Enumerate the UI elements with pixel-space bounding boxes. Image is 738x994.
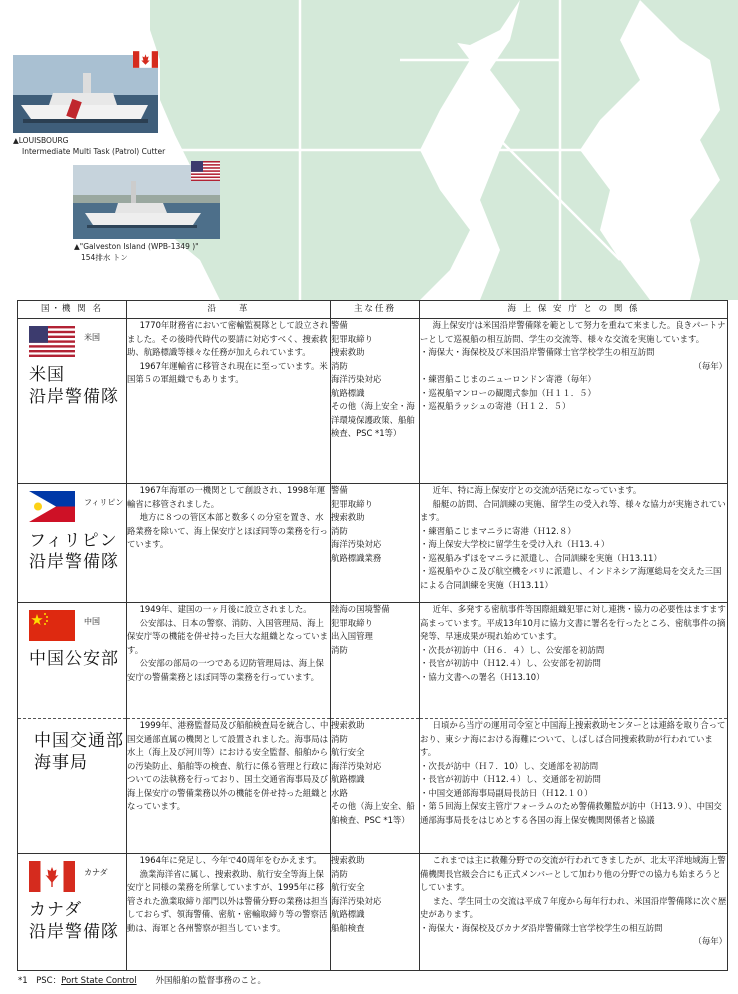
ship2-subcaption: 154排水 トン xyxy=(81,253,128,262)
header-history: 沿 革 xyxy=(127,301,331,319)
country-label: フィリピン xyxy=(84,498,124,507)
relations-item: ・海保大・海保校及びカナダ沿岸警備隊士官学校学生の相互訪問 xyxy=(420,922,663,933)
footnote-mark: *1 PSC： xyxy=(18,976,62,986)
duties-cell xyxy=(331,319,420,484)
header-relations: 海 上 保 安 庁 と の 関 係 xyxy=(420,301,728,319)
relations-item: ・協力文書への署名（Ｈ13.10） xyxy=(420,671,545,682)
org-cell xyxy=(18,603,127,719)
history-paragraph: 公安部の部局の一つである辺防管理局は、海上保安庁の警備業務とほぼ同等の業務を行っています。 xyxy=(127,658,324,682)
relations-cell xyxy=(420,484,728,603)
history-paragraph: 1964年に発足し、今年で40周年をむかえます。 xyxy=(139,855,322,865)
org-name-line2: 沿岸警備隊 xyxy=(29,552,119,572)
duties-cell xyxy=(331,603,420,719)
relations-item: ・海保大・海保校及び米国沿岸警備隊士官学校学生の相互訪問 xyxy=(420,347,655,357)
relations-item: （毎年） xyxy=(693,936,727,946)
relations-cell xyxy=(420,854,728,971)
duty-item: 消防 xyxy=(331,360,348,371)
org-cell xyxy=(18,854,127,971)
duty-item: 消防 xyxy=(331,868,348,879)
org-name-line1: フィリピン xyxy=(29,531,118,551)
country-label: 米国 xyxy=(84,333,100,342)
duty-item: 航行安全 xyxy=(331,747,365,757)
relations-item: ・第５回海上保安主管庁フォーラムのため警備救難監が訪中（Ｈ13.９）、中国交通部海事局長をはじめとする各国の海上保安機関関係者と協議 xyxy=(420,801,722,825)
duty-item: 航路標識業務 xyxy=(331,552,382,563)
canada-flag-icon xyxy=(29,861,75,892)
relations-cell xyxy=(420,719,728,854)
footnote-description: 外国船舶の監督事務のこと。 xyxy=(155,976,267,986)
duty-item: 警備 xyxy=(331,320,348,330)
history-cell xyxy=(127,484,331,603)
org-cell xyxy=(18,719,127,854)
duty-item: 船舶検査 xyxy=(331,922,365,933)
duties-cell xyxy=(331,484,420,603)
relations-item: ・次長が初訪中（Ｈ６．４）し、公安部を初訪問 xyxy=(420,644,605,655)
org-name-line2: 沿岸警備隊 xyxy=(29,387,119,407)
footnote xyxy=(18,974,266,986)
relations-item: ・巡視船マンローの観閲式参加（Ｈ１１．５） xyxy=(420,387,596,398)
relations-paragraph: 海上保安庁は米国沿岸警備隊を範として努力を重ねて来ました。良きパートナーとして巡視船の相互訪問、学生の交流等、様々な交流を実施しています。 xyxy=(420,320,726,344)
org-name-line1: 中国交通部 xyxy=(34,731,124,751)
table-row xyxy=(18,603,728,719)
duties-cell xyxy=(331,719,420,854)
duty-item: 海洋汚染対応 xyxy=(331,374,382,384)
relations-item: ・長官が初訪中（Ｈ12.４）し、交通部を初訪問 xyxy=(420,774,601,784)
history-paragraph: 漁業海洋省に属し、捜索救助、航行安全等海上保安庁と同様の業務を所掌していますが、1995年に移管された漁業取締り部門以外は警備分野の業務は担当しておらず、領海警備、密航・密輸取締り等の警察活動は、海軍と各州警察が担当しています。 xyxy=(127,868,328,933)
duty-item: 警備 xyxy=(331,485,348,495)
relations-item: ・練習船こじまのニューロンドン寄港（毎年） xyxy=(420,374,596,384)
relations-item: ・巡視船やひこ及び航空機をバリに派遣し、インドネシア海運総局を交えた三国による合同訓練を実施（Ｈ13.11） xyxy=(420,566,722,590)
org-name-line2: 沿岸警備隊 xyxy=(29,922,119,942)
relations-cell xyxy=(420,319,728,484)
duty-item: 捜索救助 xyxy=(331,512,365,522)
history-paragraph: 1999年、港務監督局及び船舶検査局を統合し、中国交通部直属の機関として設置されました。海事局は水上（海上及び河川等）における安全監督、船舶からの汚染防止、船舶等の検査、航行に係る管理と行政についての法執務を行っており、国土交通省海事局及び海上保安庁の警備業務以外の機能を併せ持った組織となっています。 xyxy=(127,720,329,811)
china-flag-icon xyxy=(29,610,75,641)
footnote-term: Port State Control xyxy=(61,976,137,986)
duty-item: 航行安全 xyxy=(331,882,365,892)
ship1-subcaption: Intermediate Multi Task (Patrol) Cutter xyxy=(22,147,166,156)
duty-item: 航路標識 xyxy=(331,387,365,398)
country-label: 中国 xyxy=(84,617,100,626)
duty-item: 海洋汚染対応 xyxy=(331,760,382,771)
duty-item: 消防 xyxy=(331,525,348,536)
header-org: 国・機 関 名 xyxy=(18,301,127,319)
history-paragraph: 1967年運輸省に移管され現在に至っています。米国第５の軍組織でもあります。 xyxy=(127,360,328,384)
relations-item: ・次長が訪中（Ｈ７．10）し、交通部を初訪問 xyxy=(420,760,599,771)
table-row xyxy=(18,319,728,484)
duty-item: 海洋汚染対応 xyxy=(331,539,382,549)
relations-paragraph: 近年、多発する密航事件等国際組織犯罪に対し連携・協力の必要性はますます高まっています。平成13年10月に協力文書に署名を行ったところ、密航事件の摘発等、早速成果が現れ始めています。 xyxy=(420,604,726,641)
relations-paragraph: 日頃から当庁の運用司令室と中国海上捜索救助センターとは連絡を取り合っており、東シナ海における海難について、しばしば合同捜索救助が行われています。 xyxy=(420,720,726,757)
history-cell xyxy=(127,319,331,484)
country-label: カナダ xyxy=(84,868,108,877)
history-paragraph: 1967年海軍の一機関として創設され、1998年運輸省に移管されました。 xyxy=(127,485,326,509)
duty-item: 航路標識 xyxy=(331,909,365,919)
history-paragraph: 1770年財務省において密輸監視隊として設立されました。その後時代時代の要請に対応すべく、捜索救助、航路標識等様々な任務が加えられています。 xyxy=(127,320,329,357)
history-paragraph: 地方に８つの管区本部と数多くの分室を置き、水路業務を除いて、海上保安庁とほぼ同等の業務を行っています。 xyxy=(127,512,328,549)
relations-item: ・練習船こじまマニラに寄港（Ｈ12.８） xyxy=(420,525,576,536)
duty-item: 陸海の国境警備 xyxy=(331,604,390,614)
table-header-row xyxy=(18,301,728,319)
canada-flag-icon xyxy=(133,51,158,68)
org-name-line1: カナダ xyxy=(29,900,83,920)
philippines-flag-icon xyxy=(29,491,75,522)
duty-item: 犯罪取締り xyxy=(331,617,373,628)
ship1-caption: ▲LOUISBOURG xyxy=(13,136,69,145)
org-name-line2: 海事局 xyxy=(34,753,88,773)
ship2-caption: ▲"Galveston Island (WPB-1349 )" xyxy=(74,242,199,251)
org-cell xyxy=(18,319,127,484)
history-paragraph: 公安部は、日本の警察、消防、入国管理局、海上保安庁等の機能を併せ持った巨大な組織となっています。 xyxy=(127,617,328,655)
table-row xyxy=(18,719,728,854)
us-flag-icon xyxy=(191,161,220,181)
duty-item: 犯罪取締り xyxy=(331,333,373,344)
relations-item: ・巡視船みずほをマニラに派遣し、合同訓練を実施（Ｈ13.11） xyxy=(420,552,662,563)
duties-cell xyxy=(331,854,420,971)
org-name-line1: 中国公安部 xyxy=(29,649,119,669)
relations-cell xyxy=(420,603,728,719)
duty-item: 捜索救助 xyxy=(331,855,365,865)
history-cell xyxy=(127,854,331,971)
duty-item: 捜索救助 xyxy=(331,347,365,357)
relations-item: ・海上保安大学校に留学生を受け入れ（Ｈ13.４） xyxy=(420,539,610,549)
table-row xyxy=(18,854,728,971)
relations-item: ・長官が初訪中（Ｈ12.４）し、公安部を初訪問 xyxy=(420,658,601,668)
duty-item: 出入国管理 xyxy=(331,631,373,641)
org-name-line1: 米国 xyxy=(29,365,65,385)
org-cell xyxy=(18,484,127,603)
relations-item: （毎年） xyxy=(693,360,727,371)
duty-item: その他（海上安全、船舶検査、PSC *1等） xyxy=(331,801,415,825)
relations-paragraph: 船艇の訪問、合同訓練の実施、留学生の受入れ等、様々な協力が実施されています。 xyxy=(420,498,726,522)
duty-item: 消防 xyxy=(331,644,348,655)
duty-item: 捜索救助 xyxy=(331,720,365,730)
duty-item: その他（海上安全・海洋環境保護政策、船舶検査、PSC *1等） xyxy=(331,401,415,438)
relations-paragraph: 近年、特に海上保安庁との交流が活発になっています。 xyxy=(432,485,642,495)
table-row xyxy=(18,484,728,603)
duty-item: 消防 xyxy=(331,733,348,744)
relations-item: ・巡視船ラッシュの寄港（Ｈ１２．５） xyxy=(420,401,571,411)
relations-paragraph: また、学生同士の交流は平成７年度から毎年行われ、米国沿岸警備隊に次ぐ歴史があります。 xyxy=(420,895,727,919)
duty-item: 海洋汚染対応 xyxy=(331,895,382,906)
history-cell xyxy=(127,719,331,854)
history-cell xyxy=(127,603,331,719)
us-flag-icon xyxy=(29,326,75,357)
relations-item: ・中国交通部海事局副局長訪日（Ｈ12.１０） xyxy=(420,787,593,798)
duty-item: 水路 xyxy=(331,787,348,798)
duty-item: 航路標識 xyxy=(331,774,365,784)
relations-paragraph: これまでは主に救難分野での交流が行われてきましたが、北太平洋地域海上警備機関長官級会合にも正式メンバーとして加わり他の分野での協力も始まろうとしています。 xyxy=(420,855,726,892)
coast-guard-comparison-table xyxy=(17,300,728,971)
duty-item: 犯罪取締り xyxy=(331,498,373,509)
history-paragraph: 1949年、建国の一ヶ月後に設立されました。 xyxy=(139,604,312,614)
header-duties: 主な任務 xyxy=(331,301,420,319)
